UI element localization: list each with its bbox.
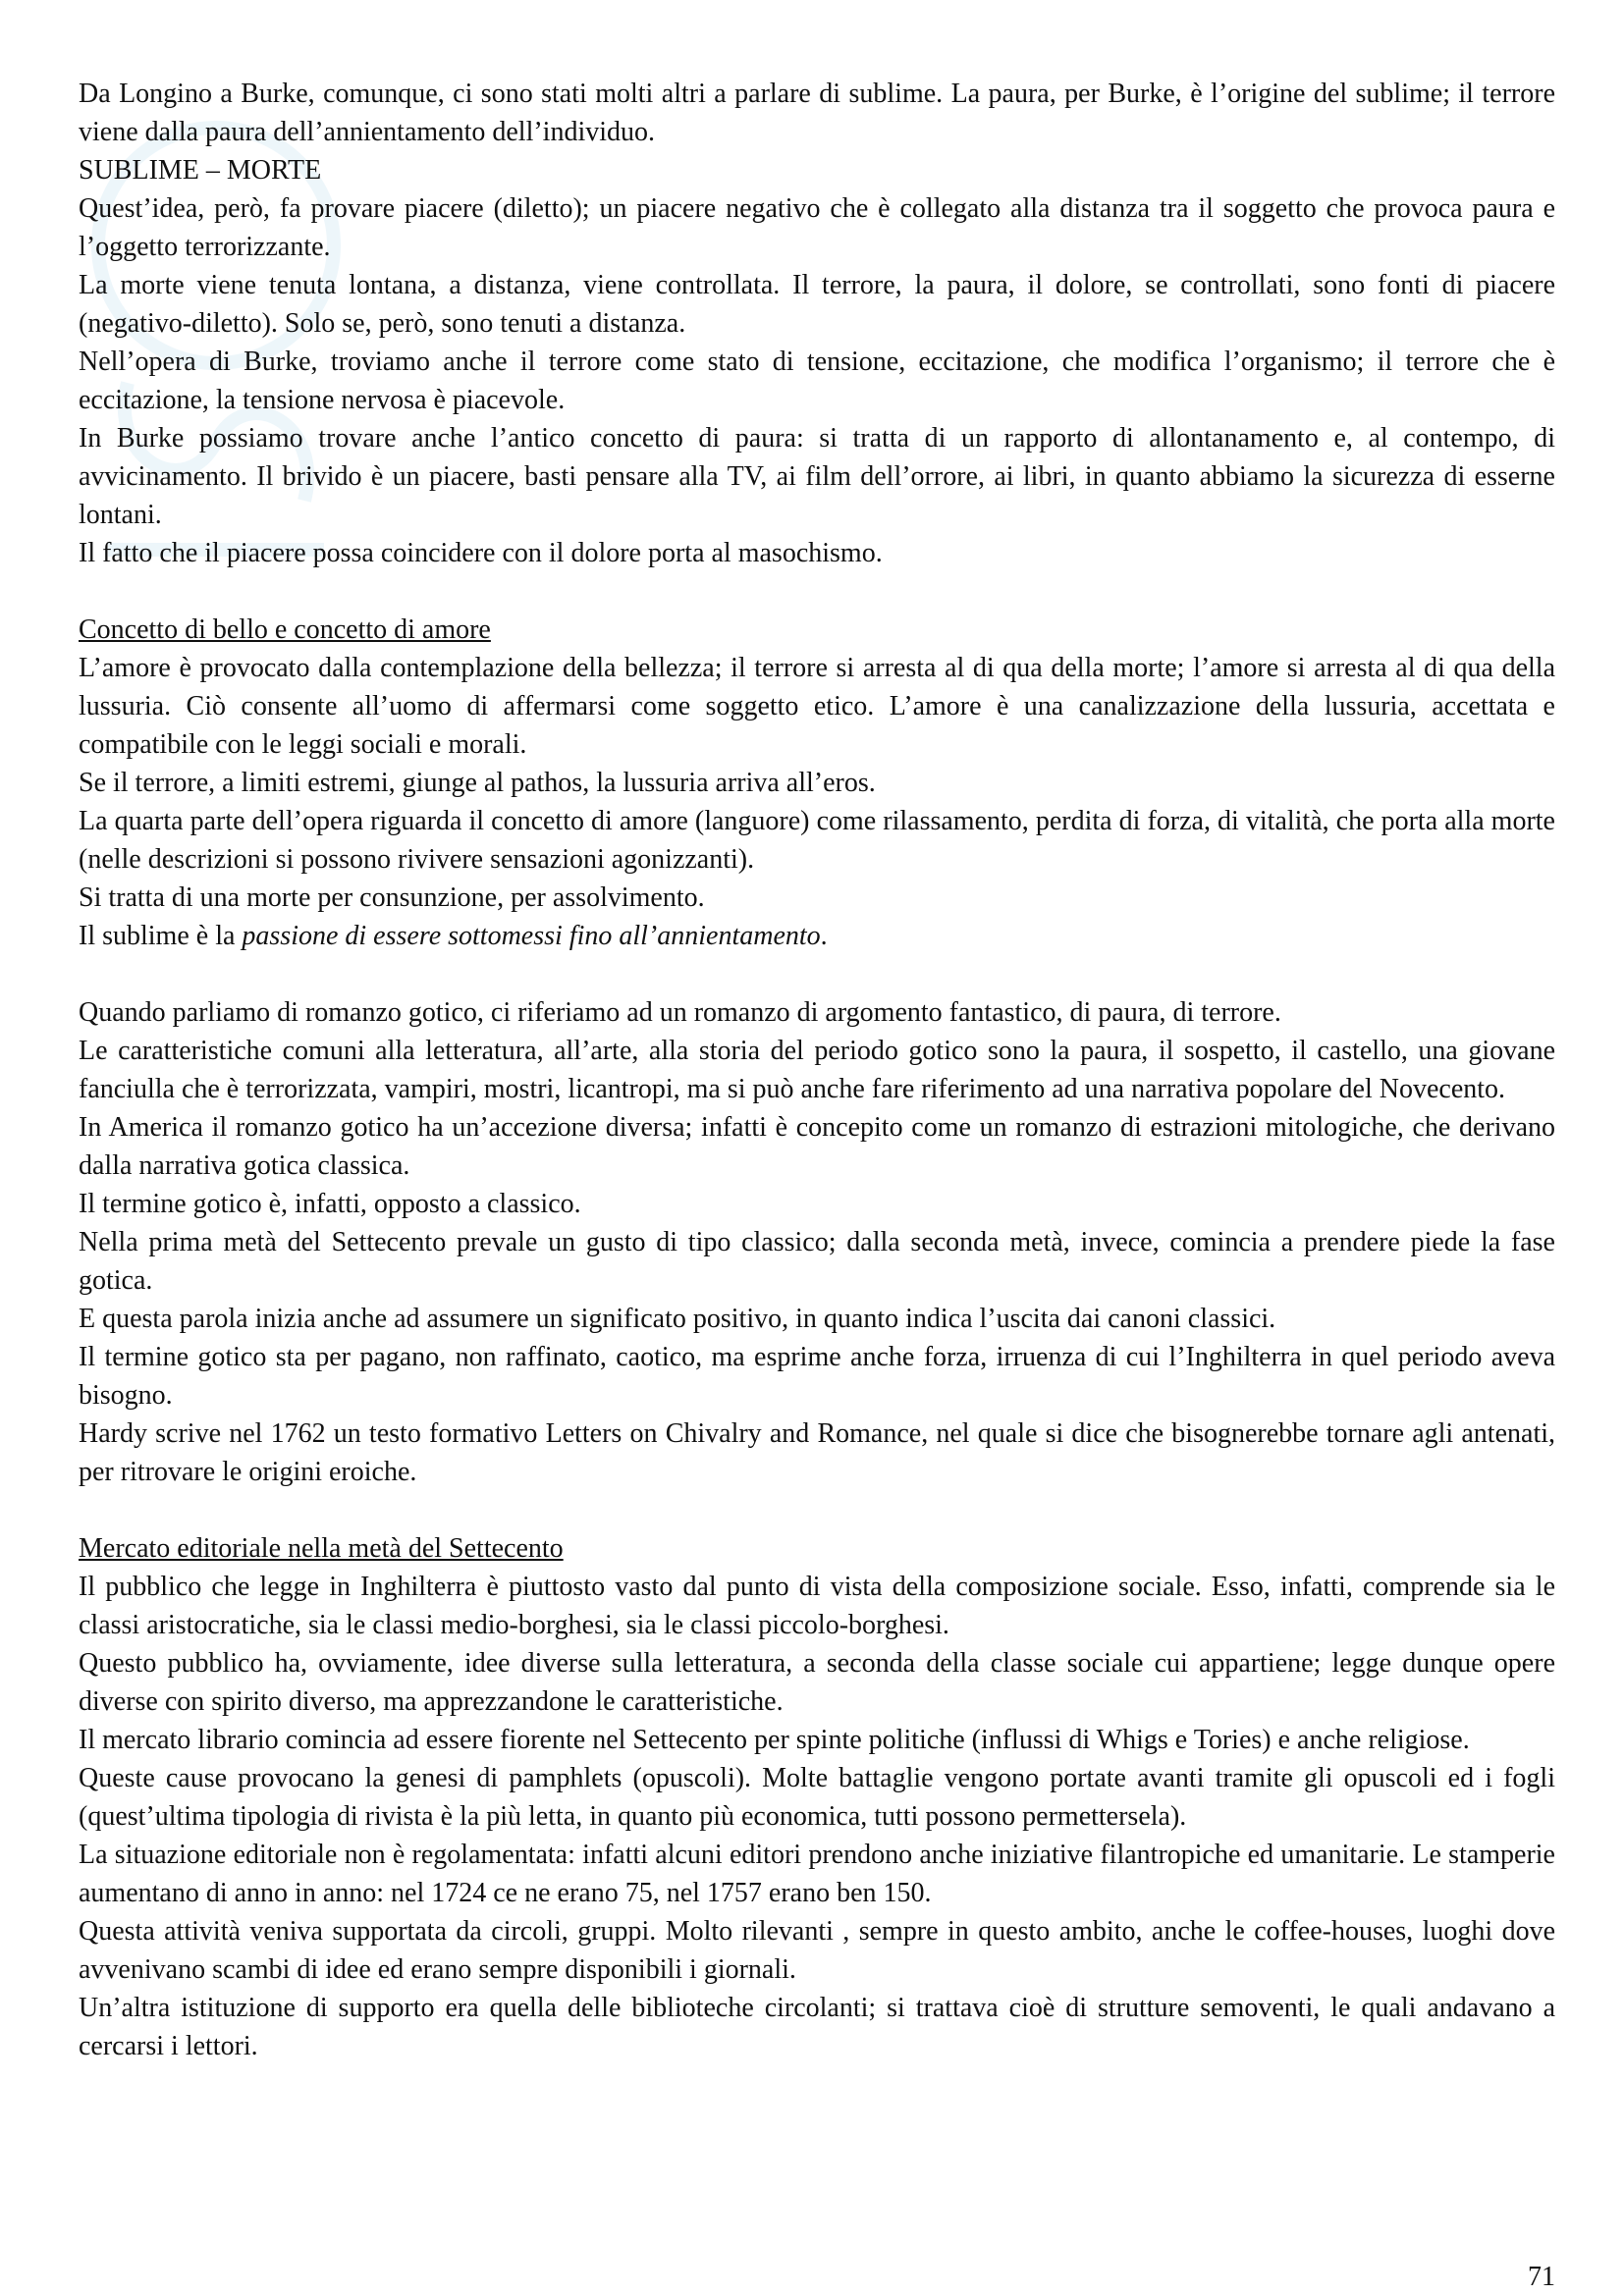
paragraph: Nella prima metà del Settecento prevale un gusto di tipo classico; dalla seconda metà, invece, comincia a prendere piede la fase gotica. [79, 1227, 1555, 1296]
paragraph: Se il terrore, a limiti estremi, giunge al pathos, la lussuria arriva all’eros. [79, 768, 876, 798]
paragraph: Da Longino a Burke, comunque, ci sono stati molti altri a parlare di sublime. La paura, per Burke, è l’origine del sublime; il terrore viene dalla paura dell’annientamento dell’individuo. [79, 79, 1555, 147]
paragraph: Le caratteristiche comuni alla letteratura, all’arte, alla storia del periodo gotico sono la paura, il sospetto, il castello, una giovane fanciulla che è terrorizzata, vampiri, mostri, licantropi, ma si può anche fare riferimento ad una narrativa popolare del Novecento. [79, 1036, 1555, 1104]
paragraph: La situazione editoriale non è regolamentata: infatti alcuni editori prendono anche iniziative filantropiche ed umanitarie. Le stamperie aumentano di anno in anno: nel 1724 ce ne erano 75, nel 1757 erano ben 150. [79, 1840, 1555, 1908]
paragraph: Si tratta di una morte per consunzione, per assolvimento. [79, 882, 705, 913]
document-page [79, 75, 1555, 2065]
paragraph: SUBLIME – MORTE [79, 155, 322, 186]
paragraph: Il pubblico che legge in Inghilterra è piuttosto vasto dal punto di vista della composizione sociale. Esso, infatti, comprende sia le classi aristocratiche, sia le classi medio-borghesi, sia le classi piccolo-borghesi. [79, 1572, 1555, 1640]
paragraph-gap [79, 572, 1555, 611]
paragraph: Queste cause provocano la genesi di pamphlets (opuscoli). Molte battaglie vengono portate avanti tramite gli opuscoli ed i fogli (quest’ultima tipologia di rivista è la più letta, in quanto più economica, tutti possono permettersela). [79, 1763, 1555, 1832]
paragraph: Il termine gotico è, infatti, opposto a classico. [79, 1189, 581, 1219]
paragraph-gap [79, 1491, 1555, 1529]
paragraph-gap [79, 955, 1555, 993]
paragraph: Quando parliamo di romanzo gotico, ci riferiamo ad un romanzo di argomento fantastico, di paura, di terrore. [79, 997, 1281, 1028]
paragraph: Nell’opera di Burke, troviamo anche il terrore come stato di tensione, eccitazione, che modifica l’organismo; il terrore che è eccitazione, la tensione nervosa è piacevole. [79, 347, 1555, 415]
paragraph: E questa parola inizia anche ad assumere un significato positivo, in quanto indica l’uscita dai canoni classici. [79, 1304, 1276, 1334]
paragraph: Il fatto che il piacere possa coincidere con il dolore porta al masochismo. [79, 538, 883, 568]
section-heading-mercato-editoriale: Mercato editoriale nella metà del Settecento [79, 1533, 564, 1564]
page-number: 71 [1528, 2262, 1555, 2292]
sublime-suffix: . [820, 921, 828, 951]
sublime-sentence [79, 917, 1555, 955]
paragraph: Il mercato librario comincia ad essere fiorente nel Settecento per spinte politiche (influssi di Whigs e Tories) e anche religiose. [79, 1725, 1470, 1755]
paragraph: Un’altra istituzione di supporto era quella delle biblioteche circolanti; si trattava cioè di strutture semoventi, le quali andavano a cercarsi i lettori. [79, 1993, 1555, 2061]
paragraph: In America il romanzo gotico ha un’accezione diversa; infatti è concepito come un romanzo di estrazioni mitologiche, che derivano dalla narrativa gotica classica. [79, 1112, 1555, 1181]
paragraph: Questa attività veniva supportata da circoli, gruppi. Molto rilevanti , sempre in questo ambito, anche le coffee-houses, luoghi dove avvenivano scambi di idee ed erano sempre disponibili i giornali. [79, 1916, 1555, 1985]
paragraph: Hardy scrive nel 1762 un testo formativo Letters on Chivalry and Romance, nel quale si dice che bisognerebbe tornare agli antenati, per ritrovare le origini eroiche. [79, 1418, 1555, 1487]
sublime-italic: passione di essere sottomessi fino all’annientamento [242, 921, 821, 951]
paragraph: La quarta parte dell’opera riguarda il concetto di amore (languore) come rilassamento, perdita di forza, di vitalità, che porta alla morte (nelle descrizioni si possono rivivere sensazioni agonizzanti). [79, 806, 1555, 875]
paragraph: Il termine gotico sta per pagano, non raffinato, caotico, ma esprime anche forza, irruenza di cui l’Inghilterra in quel periodo aveva bisogno. [79, 1342, 1555, 1411]
sublime-prefix: Il sublime è la [79, 921, 243, 951]
section-heading-bello-amore: Concetto di bello e concetto di amore [79, 614, 491, 645]
paragraph: Questo pubblico ha, ovviamente, idee diverse sulla letteratura, a seconda della classe sociale cui appartiene; legge dunque opere diverse con spirito diverso, ma apprezzandone le caratteristiche. [79, 1648, 1555, 1717]
paragraph: La morte viene tenuta lontana, a distanza, viene controllata. Il terrore, la paura, il dolore, se controllati, sono fonti di piacere (negativo-diletto). Solo se, però, sono tenuti a distanza. [79, 270, 1555, 339]
paragraph: In Burke possiamo trovare anche l’antico concetto di paura: si tratta di un rapporto di allontanamento e, al contempo, di avvicinamento. Il brivido è un piacere, basti pensare alla TV, ai film dell’orrore, ai libri, in quanto abbiamo la sicurezza di esserne lontani. [79, 423, 1555, 530]
paragraph: L’amore è provocato dalla contemplazione della bellezza; il terrore si arresta al di qua della morte; l’amore si arresta al di qua della lussuria. Ciò consente all’uomo di affermarsi come soggetto etico. L’amore è una canalizzazione della lussuria, accettata e compatibile con le leggi sociali e morali. [79, 653, 1555, 760]
paragraph: Quest’idea, però, fa provare piacere (diletto); un piacere negativo che è collegato alla distanza tra il soggetto che provoca paura e l’oggetto terrorizzante. [79, 193, 1555, 262]
